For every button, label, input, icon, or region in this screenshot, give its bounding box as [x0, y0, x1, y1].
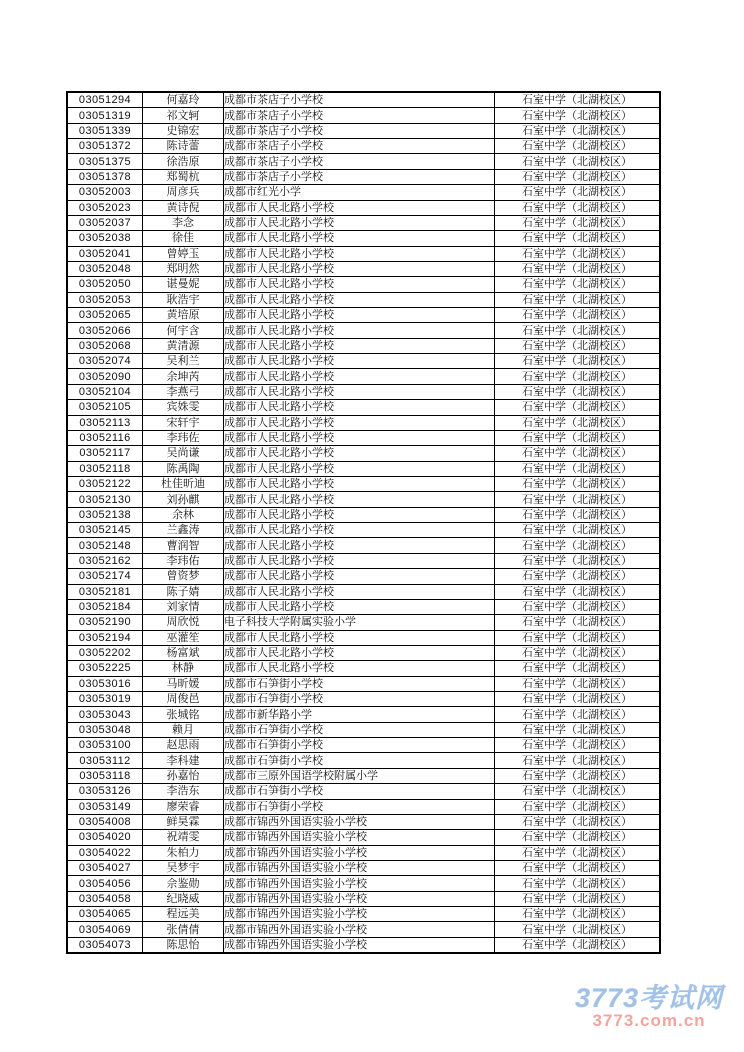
assigned-school-cell: 石室中学（北湖校区） [495, 599, 661, 614]
student-name-cell: 陈禹陶 [143, 461, 224, 476]
student-id-cell: 03052116 [67, 430, 143, 445]
assigned-school-cell: 石室中学（北湖校区） [495, 707, 661, 722]
student-name-cell: 徐浩原 [143, 154, 224, 169]
assigned-school-cell: 石室中学（北湖校区） [495, 308, 661, 323]
assigned-school-cell: 石室中学（北湖校区） [495, 814, 661, 829]
table-row [67, 569, 660, 584]
student-name-cell: 余坤芮 [143, 369, 224, 384]
student-name-cell: 李浩东 [143, 784, 224, 799]
student-id-cell: 03052038 [67, 231, 143, 246]
primary-school-cell: 成都市人民北路小学校 [224, 323, 495, 338]
student-id-cell: 03052181 [67, 584, 143, 599]
student-id-cell: 03052138 [67, 507, 143, 522]
primary-school-cell: 成都市人民北路小学校 [224, 538, 495, 553]
table-row [67, 891, 660, 906]
assigned-school-cell: 石室中学（北湖校区） [495, 123, 661, 138]
student-name-cell: 宾姝雯 [143, 400, 224, 415]
primary-school-cell: 成都市茶店子小学校 [224, 154, 495, 169]
student-name-cell: 曹润智 [143, 538, 224, 553]
assigned-school-cell: 石室中学（北湖校区） [495, 108, 661, 123]
student-id-cell: 03052023 [67, 200, 143, 215]
table-row [67, 799, 660, 814]
primary-school-cell: 成都市人民北路小学校 [224, 476, 495, 491]
student-id-cell: 03053126 [67, 784, 143, 799]
student-name-cell: 李念 [143, 215, 224, 230]
primary-school-cell: 成都市人民北路小学校 [224, 277, 495, 292]
table-row [67, 615, 660, 630]
primary-school-cell: 成都市石笋街小学校 [224, 784, 495, 799]
assigned-school-cell: 石室中学（北湖校区） [495, 645, 661, 660]
table-row [67, 308, 660, 323]
student-name-cell: 佘鉴勋 [143, 876, 224, 891]
assigned-school-cell: 石室中学（北湖校区） [495, 630, 661, 645]
student-name-cell: 宋轩宇 [143, 415, 224, 430]
assigned-school-cell: 石室中学（北湖校区） [495, 169, 661, 184]
student-id-cell: 03054073 [67, 937, 143, 953]
assigned-school-cell: 石室中学（北湖校区） [495, 476, 661, 491]
table-row [67, 292, 660, 307]
primary-school-cell: 成都市人民北路小学校 [224, 261, 495, 276]
table-row [67, 492, 660, 507]
student-name-cell: 陈子婧 [143, 584, 224, 599]
table-row [67, 645, 660, 660]
student-name-cell: 李燕弓 [143, 384, 224, 399]
student-name-cell: 何嘉玲 [143, 92, 224, 108]
table-row [67, 123, 660, 138]
assigned-school-cell: 石室中学（北湖校区） [495, 446, 661, 461]
student-name-cell: 郑蜀杭 [143, 169, 224, 184]
student-id-cell: 03052065 [67, 308, 143, 323]
student-id-cell: 03054022 [67, 845, 143, 860]
assigned-school-cell: 石室中学（北湖校区） [495, 830, 661, 845]
assigned-school-cell: 石室中学（北湖校区） [495, 799, 661, 814]
assigned-school-cell: 石室中学（北湖校区） [495, 860, 661, 875]
table-row [67, 784, 660, 799]
student-name-cell: 鲜昊霖 [143, 814, 224, 829]
student-name-cell: 陈思怡 [143, 937, 224, 953]
primary-school-cell: 成都市人民北路小学校 [224, 507, 495, 522]
assigned-school-cell: 石室中学（北湖校区） [495, 937, 661, 953]
primary-school-cell: 成都市人民北路小学校 [224, 415, 495, 430]
student-id-cell: 03052225 [67, 661, 143, 676]
table-row [67, 246, 660, 261]
table-row [67, 630, 660, 645]
student-id-cell: 03053019 [67, 692, 143, 707]
table-row [67, 169, 660, 184]
student-name-cell: 黄清源 [143, 338, 224, 353]
table-row [67, 323, 660, 338]
primary-school-cell: 成都市锦西外国语实验小学校 [224, 845, 495, 860]
assigned-school-cell: 石室中学（北湖校区） [495, 215, 661, 230]
primary-school-cell: 电子科技大学附属实验小学 [224, 615, 495, 630]
table-row [67, 400, 660, 415]
student-name-cell: 史锦宏 [143, 123, 224, 138]
student-name-cell: 吴利兰 [143, 354, 224, 369]
student-name-cell: 马昕媛 [143, 676, 224, 691]
student-name-cell: 周俊邑 [143, 692, 224, 707]
student-id-cell: 03053100 [67, 738, 143, 753]
assigned-school-cell: 石室中学（北湖校区） [495, 553, 661, 568]
table-row [67, 661, 660, 676]
student-id-cell: 03054020 [67, 830, 143, 845]
primary-school-cell: 成都市锦西外国语实验小学校 [224, 860, 495, 875]
assigned-school-cell: 石室中学（北湖校区） [495, 584, 661, 599]
student-name-cell: 黄培原 [143, 308, 224, 323]
primary-school-cell: 成都市人民北路小学校 [224, 369, 495, 384]
table-row [67, 92, 660, 108]
primary-school-cell: 成都市石笋街小学校 [224, 722, 495, 737]
primary-school-cell: 成都市人民北路小学校 [224, 661, 495, 676]
primary-school-cell: 成都市锦西外国语实验小学校 [224, 891, 495, 906]
table-row [67, 185, 660, 200]
assigned-school-cell: 石室中学（北湖校区） [495, 139, 661, 154]
primary-school-cell: 成都市锦西外国语实验小学校 [224, 907, 495, 922]
table-row [67, 676, 660, 691]
student-name-cell: 李玮佑 [143, 553, 224, 568]
assigned-school-cell: 石室中学（北湖校区） [495, 354, 661, 369]
assigned-school-cell: 石室中学（北湖校区） [495, 338, 661, 353]
primary-school-cell: 成都市人民北路小学校 [224, 569, 495, 584]
student-name-cell: 祝靖雯 [143, 830, 224, 845]
student-id-cell: 03053016 [67, 676, 143, 691]
assigned-school-cell: 石室中学（北湖校区） [495, 676, 661, 691]
student-id-cell: 03054008 [67, 814, 143, 829]
student-id-cell: 03052113 [67, 415, 143, 430]
primary-school-cell: 成都市人民北路小学校 [224, 400, 495, 415]
student-id-cell: 03052148 [67, 538, 143, 553]
table-row [67, 768, 660, 783]
table-row [67, 753, 660, 768]
primary-school-cell: 成都市茶店子小学校 [224, 169, 495, 184]
student-name-cell: 刘家情 [143, 599, 224, 614]
student-id-cell: 03052118 [67, 461, 143, 476]
assigned-school-cell: 石室中学（北湖校区） [495, 722, 661, 737]
assigned-school-cell: 石室中学（北湖校区） [495, 768, 661, 783]
student-id-cell: 03052066 [67, 323, 143, 338]
roster-body [67, 92, 660, 953]
primary-school-cell: 成都市石笋街小学校 [224, 676, 495, 691]
primary-school-cell: 成都市人民北路小学校 [224, 461, 495, 476]
table-row [67, 937, 660, 953]
student-name-cell: 曾资梦 [143, 569, 224, 584]
student-name-cell: 谌曼妮 [143, 277, 224, 292]
primary-school-cell: 成都市锦西外国语实验小学校 [224, 814, 495, 829]
student-name-cell: 刘孙麒 [143, 492, 224, 507]
assigned-school-cell: 石室中学（北湖校区） [495, 507, 661, 522]
table-row [67, 231, 660, 246]
table-row [67, 692, 660, 707]
table-row [67, 215, 660, 230]
primary-school-cell: 成都市人民北路小学校 [224, 215, 495, 230]
student-name-cell: 曾婷玉 [143, 246, 224, 261]
primary-school-cell: 成都市锦西外国语实验小学校 [224, 830, 495, 845]
assigned-school-cell: 石室中学（北湖校区） [495, 891, 661, 906]
student-id-cell: 03051319 [67, 108, 143, 123]
table-row [67, 108, 660, 123]
table-row [67, 738, 660, 753]
table-row [67, 922, 660, 937]
assigned-school-cell: 石室中学（北湖校区） [495, 845, 661, 860]
assigned-school-cell: 石室中学（北湖校区） [495, 784, 661, 799]
assigned-school-cell: 石室中学（北湖校区） [495, 661, 661, 676]
primary-school-cell: 成都市人民北路小学校 [224, 430, 495, 445]
primary-school-cell: 成都市石笋街小学校 [224, 753, 495, 768]
table-row [67, 538, 660, 553]
assigned-school-cell: 石室中学（北湖校区） [495, 523, 661, 538]
table-row [67, 277, 660, 292]
assigned-school-cell: 石室中学（北湖校区） [495, 569, 661, 584]
table-row [67, 860, 660, 875]
table-row [67, 523, 660, 538]
student-name-cell: 何宇含 [143, 323, 224, 338]
student-assignment-table [66, 91, 661, 954]
table-row [67, 876, 660, 891]
primary-school-cell: 成都市石笋街小学校 [224, 799, 495, 814]
student-name-cell: 廖荣睿 [143, 799, 224, 814]
student-name-cell: 杨富斌 [143, 645, 224, 660]
assigned-school-cell: 石室中学（北湖校区） [495, 907, 661, 922]
assigned-school-cell: 石室中学（北湖校区） [495, 323, 661, 338]
assigned-school-cell: 石室中学（北湖校区） [495, 430, 661, 445]
primary-school-cell: 成都市人民北路小学校 [224, 523, 495, 538]
table-row [67, 553, 660, 568]
primary-school-cell: 成都市人民北路小学校 [224, 292, 495, 307]
table-row [67, 830, 660, 845]
primary-school-cell: 成都市人民北路小学校 [224, 354, 495, 369]
student-name-cell: 程远美 [143, 907, 224, 922]
student-id-cell: 03054058 [67, 891, 143, 906]
assigned-school-cell: 石室中学（北湖校区） [495, 92, 661, 108]
assigned-school-cell: 石室中学（北湖校区） [495, 400, 661, 415]
primary-school-cell: 成都市石笋街小学校 [224, 692, 495, 707]
primary-school-cell: 成都市新华路小学 [224, 707, 495, 722]
table-row [67, 814, 660, 829]
assigned-school-cell: 石室中学（北湖校区） [495, 753, 661, 768]
table-row [67, 845, 660, 860]
student-name-cell: 祁文轲 [143, 108, 224, 123]
primary-school-cell: 成都市茶店子小学校 [224, 139, 495, 154]
primary-school-cell: 成都市茶店子小学校 [224, 123, 495, 138]
student-name-cell: 周欣悦 [143, 615, 224, 630]
student-id-cell: 03052104 [67, 384, 143, 399]
watermark [556, 985, 742, 1030]
table-row [67, 584, 660, 599]
table-row [67, 476, 660, 491]
student-name-cell: 陈诗蕾 [143, 139, 224, 154]
student-name-cell: 吴梦宇 [143, 860, 224, 875]
table-row [67, 384, 660, 399]
student-name-cell: 林静 [143, 661, 224, 676]
primary-school-cell: 成都市茶店子小学校 [224, 92, 495, 108]
watermark-site-url: 3773.com.cn [592, 1011, 706, 1030]
student-id-cell: 03052145 [67, 523, 143, 538]
table-row [67, 446, 660, 461]
student-id-cell: 03052174 [67, 569, 143, 584]
primary-school-cell: 成都市人民北路小学校 [224, 338, 495, 353]
table-row [67, 907, 660, 922]
table-row [67, 599, 660, 614]
student-id-cell: 03051339 [67, 123, 143, 138]
student-name-cell: 耿浩宇 [143, 292, 224, 307]
student-id-cell: 03053043 [67, 707, 143, 722]
primary-school-cell: 成都市人民北路小学校 [224, 246, 495, 261]
student-name-cell: 朱柏力 [143, 845, 224, 860]
primary-school-cell: 成都市石笋街小学校 [224, 738, 495, 753]
primary-school-cell: 成都市三原外国语学校附属小学 [224, 768, 495, 783]
table-row [67, 338, 660, 353]
student-id-cell: 03053118 [67, 768, 143, 783]
table-row [67, 430, 660, 445]
student-id-cell: 03052194 [67, 630, 143, 645]
student-id-cell: 03052122 [67, 476, 143, 491]
primary-school-cell: 成都市人民北路小学校 [224, 200, 495, 215]
assigned-school-cell: 石室中学（北湖校区） [495, 461, 661, 476]
assigned-school-cell: 石室中学（北湖校区） [495, 185, 661, 200]
student-name-cell: 张倩倩 [143, 922, 224, 937]
table-row [67, 507, 660, 522]
student-name-cell: 纪晓威 [143, 891, 224, 906]
student-id-cell: 03052053 [67, 292, 143, 307]
student-name-cell: 黄诗倪 [143, 200, 224, 215]
table-row [67, 154, 660, 169]
primary-school-cell: 成都市人民北路小学校 [224, 308, 495, 323]
student-id-cell: 03054056 [67, 876, 143, 891]
primary-school-cell: 成都市人民北路小学校 [224, 599, 495, 614]
assigned-school-cell: 石室中学（北湖校区） [495, 876, 661, 891]
student-id-cell: 03051372 [67, 139, 143, 154]
primary-school-cell: 成都市人民北路小学校 [224, 630, 495, 645]
table-row [67, 461, 660, 476]
student-id-cell: 03054027 [67, 860, 143, 875]
assigned-school-cell: 石室中学（北湖校区） [495, 615, 661, 630]
student-name-cell: 张城铭 [143, 707, 224, 722]
student-id-cell: 03052090 [67, 369, 143, 384]
student-name-cell: 吴尚谦 [143, 446, 224, 461]
primary-school-cell: 成都市锦西外国语实验小学校 [224, 937, 495, 953]
student-name-cell: 李玮佐 [143, 430, 224, 445]
assigned-school-cell: 石室中学（北湖校区） [495, 369, 661, 384]
student-name-cell: 徐佳 [143, 231, 224, 246]
primary-school-cell: 成都市人民北路小学校 [224, 645, 495, 660]
primary-school-cell: 成都市人民北路小学校 [224, 584, 495, 599]
assigned-school-cell: 石室中学（北湖校区） [495, 246, 661, 261]
student-id-cell: 03052074 [67, 354, 143, 369]
student-id-cell: 03052048 [67, 261, 143, 276]
table-row [67, 722, 660, 737]
student-id-cell: 03052037 [67, 215, 143, 230]
student-id-cell: 03052003 [67, 185, 143, 200]
assigned-school-cell: 石室中学（北湖校区） [495, 261, 661, 276]
student-id-cell: 03051378 [67, 169, 143, 184]
assigned-school-cell: 石室中学（北湖校区） [495, 200, 661, 215]
table-row [67, 261, 660, 276]
assigned-school-cell: 石室中学（北湖校区） [495, 538, 661, 553]
student-name-cell: 赖月 [143, 722, 224, 737]
student-id-cell: 03054069 [67, 922, 143, 937]
primary-school-cell: 成都市人民北路小学校 [224, 384, 495, 399]
assigned-school-cell: 石室中学（北湖校区） [495, 384, 661, 399]
student-id-cell: 03052130 [67, 492, 143, 507]
watermark-site-name: 3773考试网 [574, 983, 724, 1013]
student-id-cell: 03052202 [67, 645, 143, 660]
table-row [67, 369, 660, 384]
assigned-school-cell: 石室中学（北湖校区） [495, 231, 661, 246]
assigned-school-cell: 石室中学（北湖校区） [495, 738, 661, 753]
primary-school-cell: 成都市人民北路小学校 [224, 553, 495, 568]
primary-school-cell: 成都市人民北路小学校 [224, 492, 495, 507]
table-row [67, 415, 660, 430]
student-id-cell: 03052162 [67, 553, 143, 568]
student-id-cell: 03052184 [67, 599, 143, 614]
student-id-cell: 03053048 [67, 722, 143, 737]
primary-school-cell: 成都市锦西外国语实验小学校 [224, 922, 495, 937]
student-name-cell: 巫灌笙 [143, 630, 224, 645]
assigned-school-cell: 石室中学（北湖校区） [495, 154, 661, 169]
table-row [67, 139, 660, 154]
student-name-cell: 杜佳昕迪 [143, 476, 224, 491]
student-id-cell: 03053112 [67, 753, 143, 768]
table-row [67, 354, 660, 369]
student-id-cell: 03053149 [67, 799, 143, 814]
assigned-school-cell: 石室中学（北湖校区） [495, 492, 661, 507]
student-id-cell: 03054065 [67, 907, 143, 922]
student-id-cell: 03052105 [67, 400, 143, 415]
student-name-cell: 郑明然 [143, 261, 224, 276]
student-id-cell: 03052068 [67, 338, 143, 353]
assigned-school-cell: 石室中学（北湖校区） [495, 922, 661, 937]
primary-school-cell: 成都市锦西外国语实验小学校 [224, 876, 495, 891]
assigned-school-cell: 石室中学（北湖校区） [495, 692, 661, 707]
student-id-cell: 03051294 [67, 92, 143, 108]
student-name-cell: 兰鑫涛 [143, 523, 224, 538]
student-id-cell: 03051375 [67, 154, 143, 169]
student-id-cell: 03052117 [67, 446, 143, 461]
primary-school-cell: 成都市人民北路小学校 [224, 231, 495, 246]
primary-school-cell: 成都市红光小学 [224, 185, 495, 200]
student-id-cell: 03052041 [67, 246, 143, 261]
assigned-school-cell: 石室中学（北湖校区） [495, 415, 661, 430]
table-row [67, 707, 660, 722]
student-id-cell: 03052050 [67, 277, 143, 292]
student-name-cell: 李科建 [143, 753, 224, 768]
assigned-school-cell: 石室中学（北湖校区） [495, 292, 661, 307]
assigned-school-cell: 石室中学（北湖校区） [495, 277, 661, 292]
primary-school-cell: 成都市茶店子小学校 [224, 108, 495, 123]
student-name-cell: 赵思雨 [143, 738, 224, 753]
student-id-cell: 03052190 [67, 615, 143, 630]
student-name-cell: 周彦兵 [143, 185, 224, 200]
primary-school-cell: 成都市人民北路小学校 [224, 446, 495, 461]
student-name-cell: 孙嘉怡 [143, 768, 224, 783]
student-name-cell: 余林 [143, 507, 224, 522]
table-row [67, 200, 660, 215]
